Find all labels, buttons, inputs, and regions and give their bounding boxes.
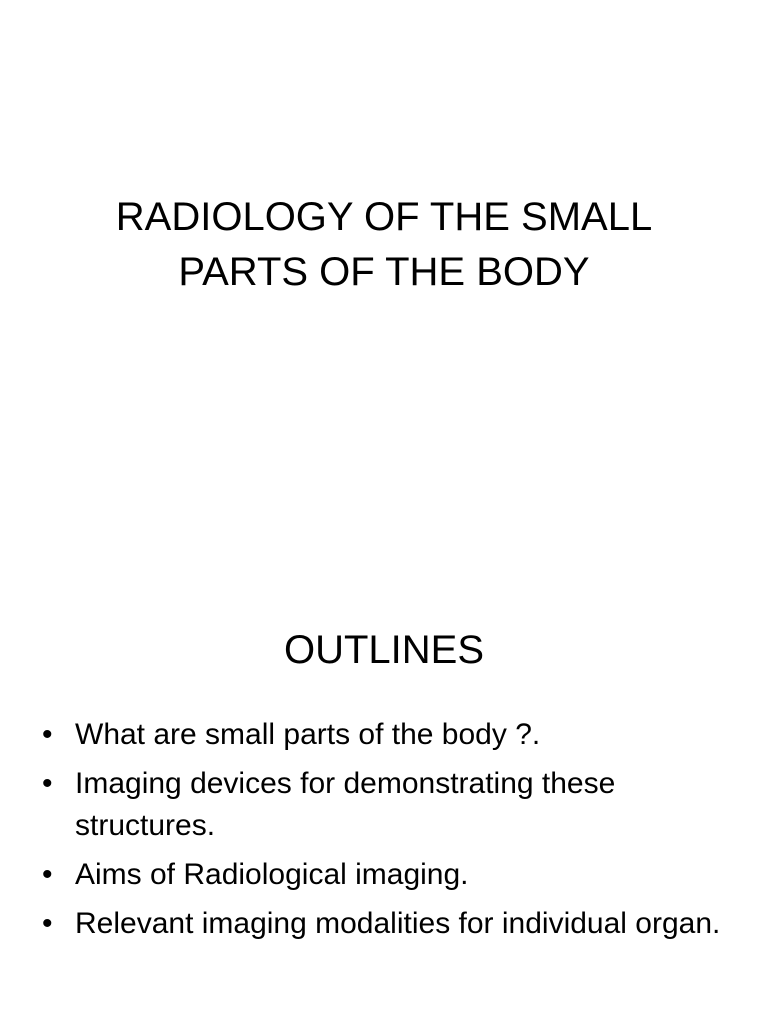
- bullet-text: Imaging devices for demonstrating these structures.: [75, 767, 616, 842]
- bullet-item: [0, 903, 768, 945]
- bullet-item: [0, 854, 768, 896]
- bullet-dot-icon: •: [42, 718, 53, 751]
- title-line-1: RADIOLOGY OF THE SMALL: [115, 195, 653, 239]
- bullet-text: What are small parts of the body ?.: [75, 718, 541, 751]
- presentation-title: [0, 190, 768, 300]
- bullet-text: Relevant imaging modalities for individual organ.: [75, 907, 721, 940]
- bullet-dot-icon: •: [42, 767, 53, 800]
- bullet-item: [0, 714, 768, 756]
- bullet-dot-icon: •: [42, 907, 53, 940]
- bullet-text: Aims of Radiological imaging.: [75, 858, 469, 891]
- outline-bullet-list: [0, 714, 768, 952]
- bullet-dot-icon: •: [42, 858, 53, 891]
- outline-title: OUTLINES: [283, 628, 485, 672]
- bullet-item: [0, 763, 768, 847]
- title-line-2: PARTS OF THE BODY: [178, 250, 590, 294]
